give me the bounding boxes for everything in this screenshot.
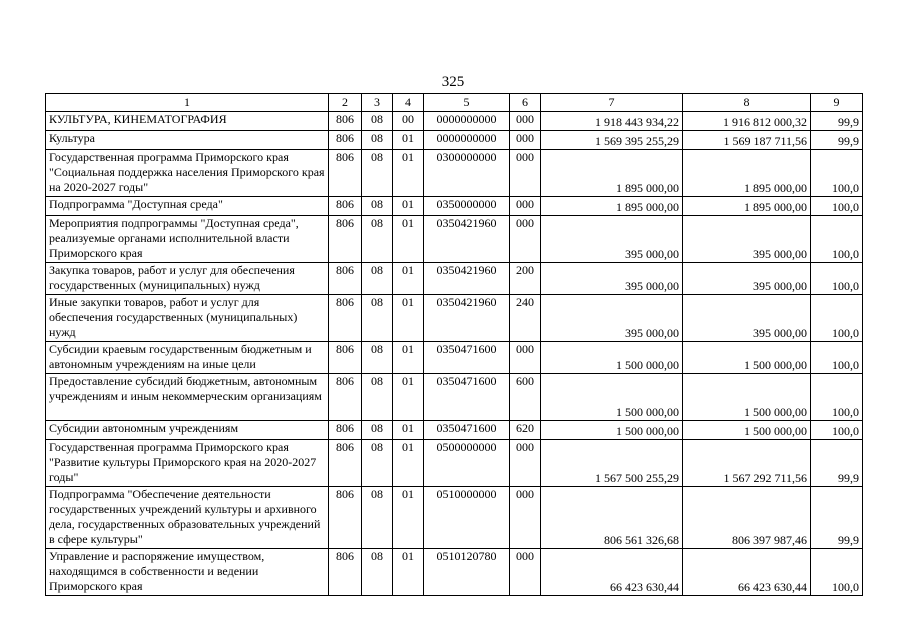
amount-planned: 1 895 000,00 [541, 150, 683, 197]
code-target: 0510120780 [424, 549, 510, 596]
code-target: 0350421960 [424, 216, 510, 263]
table-row [46, 216, 863, 263]
table-row [46, 150, 863, 197]
code-ministry: 806 [329, 374, 362, 421]
code-section: 08 [362, 440, 393, 487]
code-target: 0350471600 [424, 421, 510, 440]
table-row [46, 131, 863, 150]
execution-percent: 100,0 [811, 263, 863, 295]
row-name: Культура [46, 131, 329, 150]
table-row [46, 263, 863, 295]
column-header: 1 [46, 94, 329, 112]
amount-planned: 1 918 443 934,22 [541, 112, 683, 131]
code-subsection: 00 [393, 112, 424, 131]
code-section: 08 [362, 112, 393, 131]
code-ministry: 806 [329, 440, 362, 487]
code-subsection: 01 [393, 131, 424, 150]
code-target: 0350471600 [424, 342, 510, 374]
table-row [46, 197, 863, 216]
row-name: Субсидии краевым государственным бюджетным и автономным учреждениям на иные цели [46, 342, 329, 374]
code-target: 0500000000 [424, 440, 510, 487]
amount-executed: 1 500 000,00 [683, 342, 811, 374]
amount-executed: 1 569 187 711,56 [683, 131, 811, 150]
execution-percent: 100,0 [811, 216, 863, 263]
table-row [46, 374, 863, 421]
row-name: Субсидии автономным учреждениям [46, 421, 329, 440]
table-row [46, 487, 863, 549]
amount-planned: 806 561 326,68 [541, 487, 683, 549]
row-name: Государственная программа Приморского края "Социальная поддержка населения Приморского края на 2020-2027 годы" [46, 150, 329, 197]
column-header: 6 [510, 94, 541, 112]
amount-executed: 395 000,00 [683, 216, 811, 263]
table-row [46, 342, 863, 374]
column-header: 4 [393, 94, 424, 112]
table-row [46, 421, 863, 440]
row-name: Подпрограмма "Обеспечение деятельности государственных учреждений культуры и архивного дела, государственных образовательных учреждений в сфере культуры" [46, 487, 329, 549]
amount-planned: 395 000,00 [541, 263, 683, 295]
amount-planned: 395 000,00 [541, 295, 683, 342]
code-expense-type: 000 [510, 487, 541, 549]
code-target: 0350471600 [424, 374, 510, 421]
amount-executed: 806 397 987,46 [683, 487, 811, 549]
execution-percent: 100,0 [811, 549, 863, 596]
code-section: 08 [362, 374, 393, 421]
execution-percent: 99,9 [811, 487, 863, 549]
code-ministry: 806 [329, 549, 362, 596]
amount-planned: 1 500 000,00 [541, 421, 683, 440]
code-ministry: 806 [329, 150, 362, 197]
table-row [46, 295, 863, 342]
code-subsection: 01 [393, 150, 424, 197]
column-header: 5 [424, 94, 510, 112]
code-ministry: 806 [329, 295, 362, 342]
code-expense-type: 000 [510, 197, 541, 216]
code-expense-type: 000 [510, 549, 541, 596]
code-section: 08 [362, 421, 393, 440]
execution-percent: 100,0 [811, 421, 863, 440]
amount-executed: 66 423 630,44 [683, 549, 811, 596]
amount-executed: 1 567 292 711,56 [683, 440, 811, 487]
amount-executed: 1 500 000,00 [683, 374, 811, 421]
execution-percent: 100,0 [811, 374, 863, 421]
row-name: Управление и распоряжение имуществом, находящимся в собственности и ведении Приморского края [46, 549, 329, 596]
amount-planned: 66 423 630,44 [541, 549, 683, 596]
amount-executed: 1 500 000,00 [683, 421, 811, 440]
code-subsection: 01 [393, 216, 424, 263]
code-expense-type: 000 [510, 440, 541, 487]
amount-planned: 1 500 000,00 [541, 342, 683, 374]
code-subsection: 01 [393, 263, 424, 295]
amount-executed: 395 000,00 [683, 295, 811, 342]
code-ministry: 806 [329, 216, 362, 263]
table-row [46, 549, 863, 596]
execution-percent: 100,0 [811, 150, 863, 197]
code-ministry: 806 [329, 421, 362, 440]
execution-percent: 99,9 [811, 440, 863, 487]
column-header: 2 [329, 94, 362, 112]
table-row [46, 112, 863, 131]
amount-executed: 1 895 000,00 [683, 150, 811, 197]
code-section: 08 [362, 197, 393, 216]
amount-planned: 1 567 500 255,29 [541, 440, 683, 487]
code-section: 08 [362, 150, 393, 197]
code-expense-type: 240 [510, 295, 541, 342]
column-header: 3 [362, 94, 393, 112]
code-ministry: 806 [329, 342, 362, 374]
column-header: 7 [541, 94, 683, 112]
row-name: Подпрограмма "Доступная среда" [46, 197, 329, 216]
code-section: 08 [362, 342, 393, 374]
execution-percent: 100,0 [811, 197, 863, 216]
code-subsection: 01 [393, 487, 424, 549]
code-section: 08 [362, 263, 393, 295]
row-name: Предоставление субсидий бюджетным, автономным учреждениям и иным некоммерческим организациям [46, 374, 329, 421]
execution-percent: 99,9 [811, 112, 863, 131]
code-target: 0350421960 [424, 295, 510, 342]
code-expense-type: 200 [510, 263, 541, 295]
code-target: 0350000000 [424, 197, 510, 216]
code-section: 08 [362, 295, 393, 342]
code-ministry: 806 [329, 197, 362, 216]
code-subsection: 01 [393, 440, 424, 487]
amount-executed: 395 000,00 [683, 263, 811, 295]
row-name: Закупка товаров, работ и услуг для обеспечения государственных (муниципальных) нужд [46, 263, 329, 295]
execution-percent: 99,9 [811, 131, 863, 150]
code-ministry: 806 [329, 263, 362, 295]
code-section: 08 [362, 487, 393, 549]
amount-planned: 1 569 395 255,29 [541, 131, 683, 150]
code-subsection: 01 [393, 342, 424, 374]
code-target: 0300000000 [424, 150, 510, 197]
amount-executed: 1 916 812 000,32 [683, 112, 811, 131]
execution-percent: 100,0 [811, 342, 863, 374]
code-target: 0000000000 [424, 131, 510, 150]
amount-executed: 1 895 000,00 [683, 197, 811, 216]
budget-table [45, 93, 863, 596]
header-row [46, 94, 863, 112]
code-section: 08 [362, 549, 393, 596]
code-subsection: 01 [393, 295, 424, 342]
code-subsection: 01 [393, 374, 424, 421]
code-expense-type: 620 [510, 421, 541, 440]
code-target: 0350421960 [424, 263, 510, 295]
code-subsection: 01 [393, 421, 424, 440]
code-expense-type: 000 [510, 216, 541, 263]
code-expense-type: 000 [510, 131, 541, 150]
code-ministry: 806 [329, 131, 362, 150]
code-expense-type: 600 [510, 374, 541, 421]
column-header: 9 [811, 94, 863, 112]
code-subsection: 01 [393, 549, 424, 596]
amount-planned: 395 000,00 [541, 216, 683, 263]
code-section: 08 [362, 216, 393, 263]
execution-percent: 100,0 [811, 295, 863, 342]
page-number: 325 [441, 74, 465, 90]
code-expense-type: 000 [510, 150, 541, 197]
row-name: Иные закупки товаров, работ и услуг для обеспечения государственных (муниципальных) нужд [46, 295, 329, 342]
code-expense-type: 000 [510, 342, 541, 374]
code-target: 0000000000 [424, 112, 510, 131]
row-name: Мероприятия подпрограммы "Доступная среда", реализуемые органами исполнительной власти Приморского края [46, 216, 329, 263]
code-ministry: 806 [329, 112, 362, 131]
code-section: 08 [362, 131, 393, 150]
amount-planned: 1 895 000,00 [541, 197, 683, 216]
column-header: 8 [683, 94, 811, 112]
code-target: 0510000000 [424, 487, 510, 549]
amount-planned: 1 500 000,00 [541, 374, 683, 421]
code-ministry: 806 [329, 487, 362, 549]
code-expense-type: 000 [510, 112, 541, 131]
table-row [46, 440, 863, 487]
row-name: Государственная программа Приморского края "Развитие культуры Приморского края на 2020-2027 годы" [46, 440, 329, 487]
row-name: КУЛЬТУРА, КИНЕМАТОГРАФИЯ [46, 112, 329, 131]
code-subsection: 01 [393, 197, 424, 216]
